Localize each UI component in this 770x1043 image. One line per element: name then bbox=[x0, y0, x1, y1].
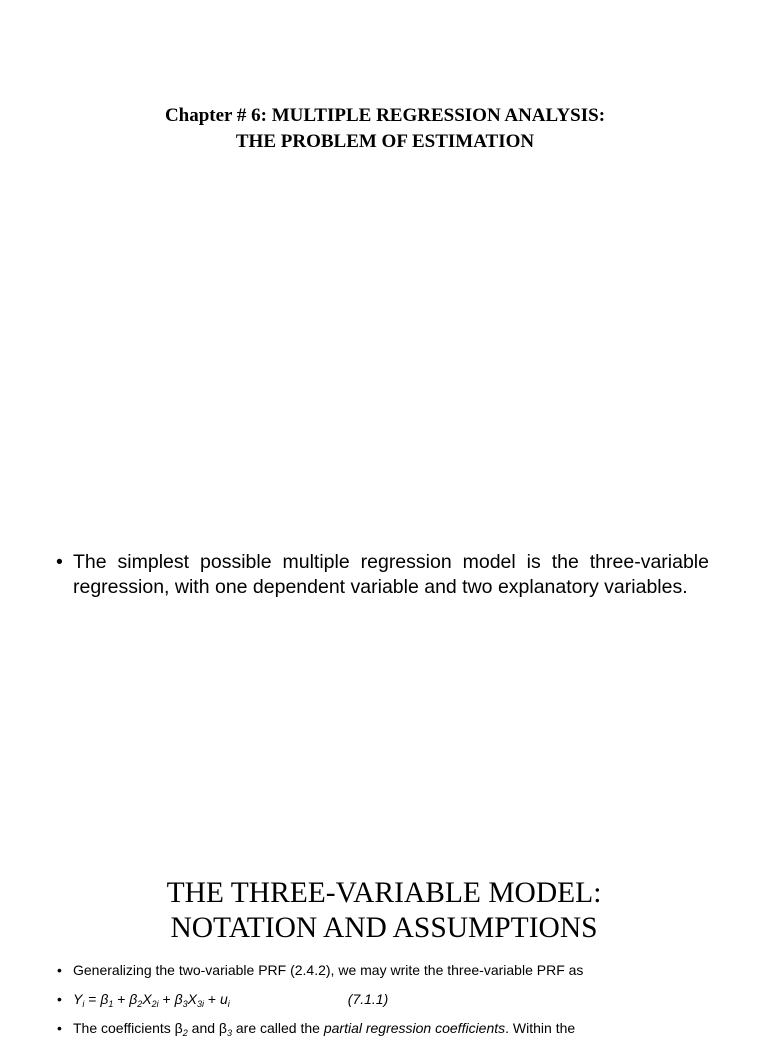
coeff-term-partial: partial regression coefficients bbox=[323, 1020, 506, 1036]
eq-y-sub: i bbox=[82, 999, 85, 1009]
section-title-line-2: NOTATION AND ASSUMPTIONS bbox=[170, 912, 598, 944]
point-item bbox=[57, 956, 717, 985]
point-item bbox=[57, 1014, 717, 1043]
eq-y: Y bbox=[73, 991, 83, 1007]
eq-equals: = bbox=[84, 991, 101, 1007]
section-title bbox=[0, 876, 768, 946]
coeff-text-b: and β bbox=[187, 1020, 227, 1036]
eq-beta-3-sub: 3 bbox=[182, 999, 188, 1009]
bullet-icon: • bbox=[56, 551, 63, 573]
eq-u: u bbox=[219, 991, 228, 1007]
coeff-text-a: The coefficients β bbox=[73, 1020, 183, 1036]
eq-u-sub: i bbox=[227, 999, 230, 1009]
eq-x-3: X bbox=[187, 991, 197, 1007]
chapter-title bbox=[0, 103, 770, 155]
point-text-coefficients bbox=[73, 1020, 575, 1036]
bullet-icon: • bbox=[57, 1020, 62, 1036]
equation-number: (7.1.1) bbox=[347, 991, 389, 1007]
point-text-generalizing: Generalizing the two-variable PRF (2.4.2), we may write the three-variable PRF as bbox=[73, 962, 584, 978]
eq-beta-2-sub: 2 bbox=[137, 999, 143, 1009]
eq-x-3-sub: 3i bbox=[197, 999, 205, 1009]
eq-beta-1: β bbox=[100, 991, 109, 1007]
eq-plus-1: + bbox=[113, 991, 130, 1007]
coeff-sub-3: 3 bbox=[226, 1028, 232, 1038]
points-list bbox=[57, 956, 717, 1043]
intro-bullet-list bbox=[56, 550, 709, 600]
bullet-icon: • bbox=[57, 991, 62, 1007]
eq-plus-3: + bbox=[204, 991, 220, 1007]
coeff-text-c: are called the bbox=[231, 1020, 324, 1036]
intro-bullet-text: The simplest possible multiple regression model is the three-variable regression, with one dependent variable and two explanatory variables. bbox=[73, 551, 709, 598]
eq-plus-2: + bbox=[158, 991, 175, 1007]
bullet-icon: • bbox=[57, 962, 62, 978]
coeff-text-d: . Within the bbox=[505, 1020, 576, 1036]
chapter-title-line-2: THE PROBLEM OF ESTIMATION bbox=[235, 131, 535, 152]
eq-x-2: X bbox=[142, 991, 152, 1007]
coeff-sub-2: 2 bbox=[182, 1028, 188, 1038]
eq-beta-1-sub: 1 bbox=[108, 999, 114, 1009]
eq-beta-3: β bbox=[174, 991, 183, 1007]
eq-x-2-sub: 2i bbox=[151, 999, 159, 1009]
section-title-line-1: THE THREE-VARIABLE MODEL: bbox=[166, 877, 602, 909]
equation-prf bbox=[73, 991, 230, 1007]
chapter-title-line-1: Chapter # 6: MULTIPLE REGRESSION ANALYSIS: bbox=[164, 105, 606, 126]
intro-bullet-item bbox=[56, 550, 709, 600]
eq-beta-2: β bbox=[129, 991, 138, 1007]
equation-item bbox=[57, 985, 717, 1014]
